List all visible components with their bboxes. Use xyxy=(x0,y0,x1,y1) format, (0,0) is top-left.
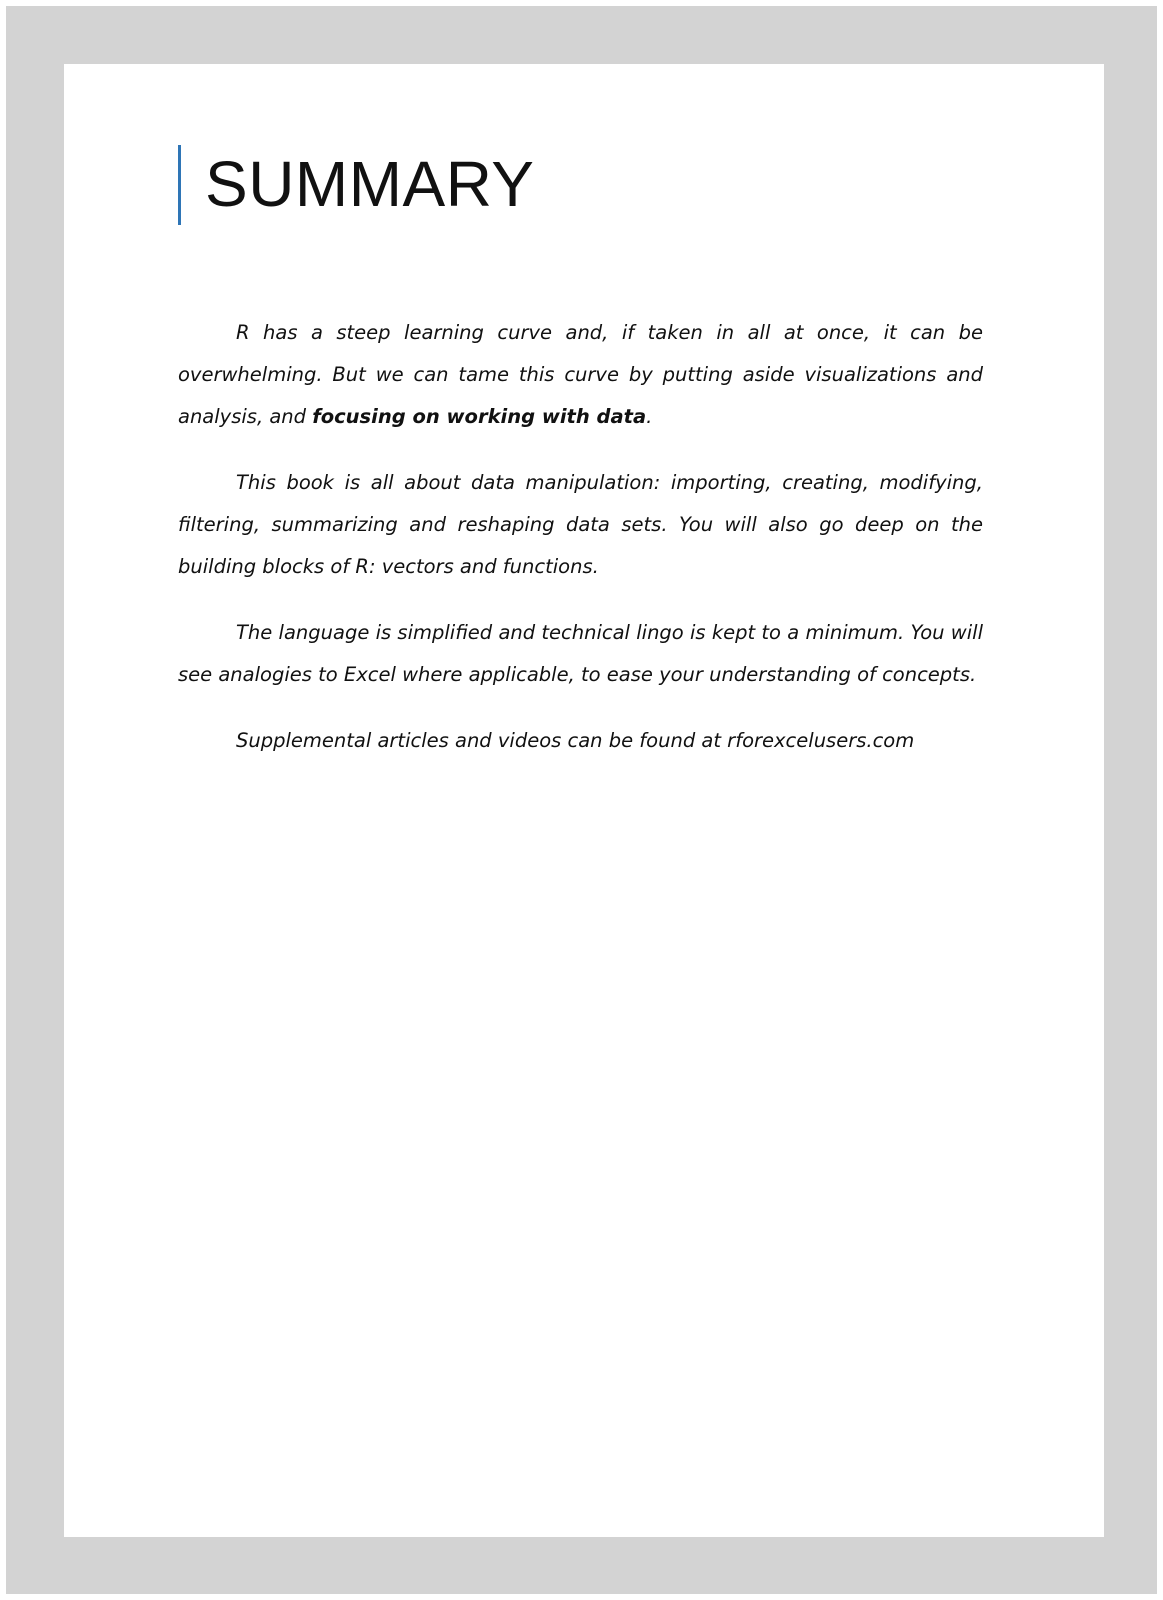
paragraph-language: The language is simplified and technical lingo is kept to a minimum. You will see analogies to Excel where applicable, to ease your understanding of concepts. xyxy=(178,621,983,686)
paragraph-book-scope: This book is all about data manipulation: importing, creating, modifying, filtering, summarizing and reshaping data sets. You will also go deep on the building blocks of R: vectors and functions. xyxy=(178,471,983,578)
document-page xyxy=(64,64,1104,1537)
title-accent-bar xyxy=(178,145,534,225)
paragraph-intro-text: R has a steep learning curve and, if taken in all at once, it can be overwhelming. But we can tame this curve by putting aside visualizations and analysis, and xyxy=(178,321,983,428)
summary-body xyxy=(178,312,983,786)
paragraph-supplemental: Supplemental articles and videos can be found at rforexcelusers.com xyxy=(236,729,915,752)
paragraph-intro-end: . xyxy=(646,405,653,428)
page-title: SUMMARY xyxy=(205,148,535,220)
paragraph-intro xyxy=(178,312,983,438)
paragraph-intro-emphasis: focusing on working with data xyxy=(312,405,647,428)
